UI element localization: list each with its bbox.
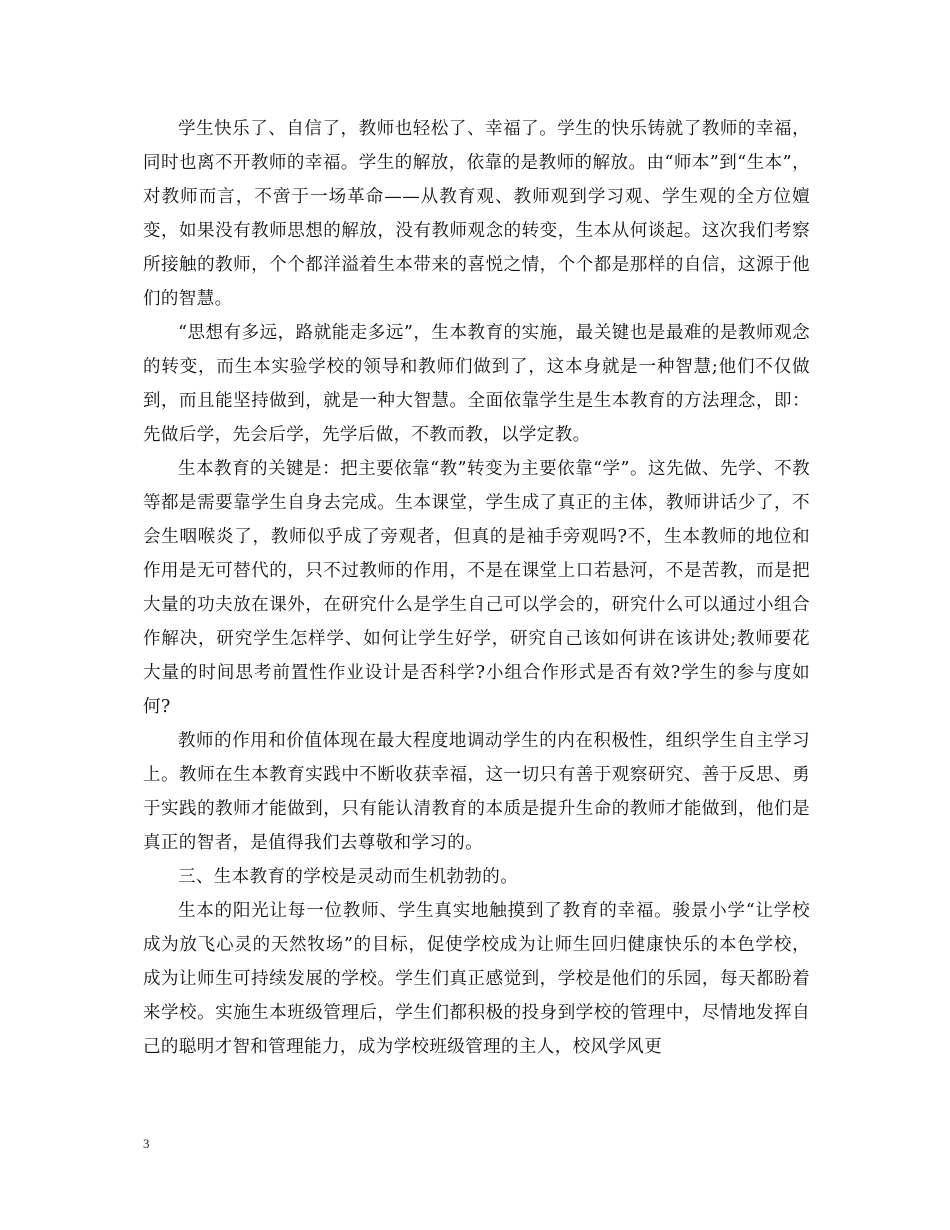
- paragraph-2: “思想有多远，路就能走多远”，生本教育的实施，最关键也是最难的是教师观念的转变，而生本实验学校的领导和教师们做到了，这本身就是一种智慧;他们不仅做到，而且能坚持做到，就是一种大智慧。全面依靠学生是生本教育的方法理念，即：先做后学，先会后学，先学后做，不教而教，以学定教。: [143, 323, 810, 445]
- paragraph-4: 教师的作用和价值体现在最大程度地调动学生的内在积极性，组织学生自主学习上。教师在生本教育实践中不断收获幸福，这一切只有善于观察研究、善于反思、勇于实践的教师才能做到，只有能认清教育的本质是提升生命的教师才能做到，他们是真正的智者，是值得我们去尊敬和学习的。: [143, 731, 810, 853]
- paragraph-3: 生本教育的关键是：把主要依靠“教”转变为主要依靠“学”。这先做、先学、不教等都是需要靠学生自身去完成。生本课堂，学生成了真正的主体，教师讲话少了，不会生咽喉炎了，教师似乎成了旁观者，但真的是袖手旁观吗?不，生本教师的地位和作用是无可替代的，只不过教师的作用，不是在课堂上口若悬河，不是苦教，而是把大量的功夫放在课外，在研究什么是学生自己可以学会的，研究什么可以通过小组合作解决，研究学生怎样学、如何让学生好学，研究自己该如何讲在该讲处;教师要花大量的时间思考前置性作业设计是否科学?小组合作形式是否有效?学生的参与度如何?: [143, 459, 810, 717]
- paragraph-5: 生本的阳光让每一位教师、学生真实地触摸到了教育的幸福。骏景小学“让学校成为放飞心灵的天然牧场”的目标，促使学校成为让师生回归健康快乐的本色学校，成为让师生可持续发展的学校。学生们真正感觉到，学校是他们的乐园，每天都盼着来学校。实施生本班级管理后，学生们都积极的投身到学校的管理中，尽情地发挥自己的聪明才智和管理能力，成为学校班级管理的主人，校风学风更: [143, 901, 810, 1057]
- paragraph-1: 学生快乐了、自信了，教师也轻松了、幸福了。学生的快乐铸就了教师的幸福，同时也离不开教师的幸福。学生的解放，依靠的是教师的解放。由“师本”到“生本”，对教师而言，不啻于一场革命——从教育观、教师观到学习观、学生观的全方位嬗变，如果没有教师思想的解放，没有教师观念的转变，生本从何谈起。这次我们考察所接触的教师，个个都洋溢着生本带来的喜悦之情，个个都是那样的自信，这源于他们的智慧。: [143, 119, 810, 309]
- document-body: [143, 112, 810, 1064]
- section-heading: 三、生本教育的学校是灵动而生机勃勃的。: [178, 867, 519, 887]
- page-number: 3: [143, 1136, 150, 1151]
